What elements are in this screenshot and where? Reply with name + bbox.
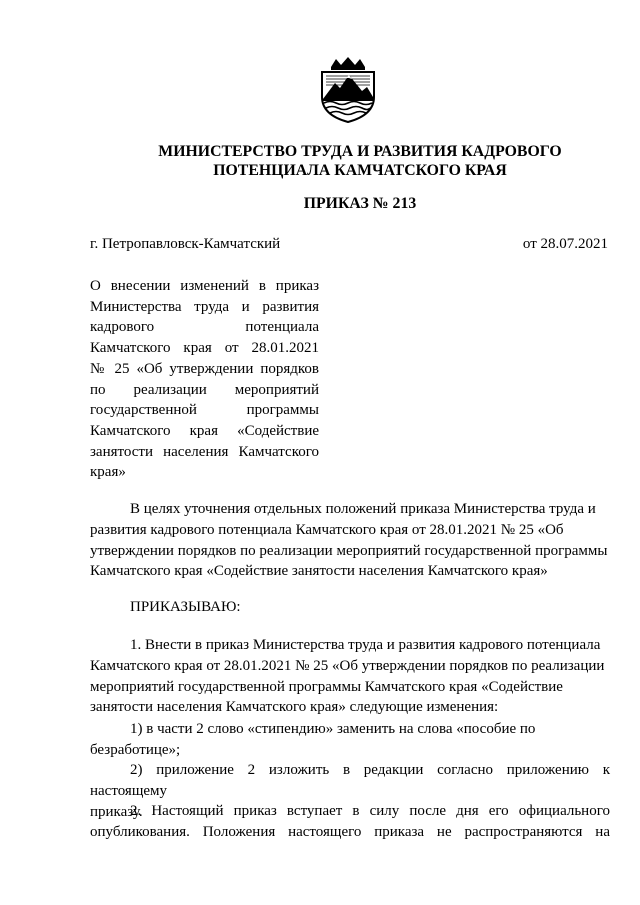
- subject-line: края»: [90, 464, 126, 481]
- ministry-name-line-1: МИНИСТЕРСТВО ТРУДА И РАЗВИТИЯ КАДРОВОГО: [158, 143, 562, 160]
- subject-line: № 25 «Об утверждении порядков: [90, 360, 319, 377]
- subject-line: по реализации мероприятий: [90, 381, 319, 398]
- subject-line: государственной программы: [90, 402, 319, 419]
- preamble-line: В целях уточнения отдельных положений приказа Министерства труда и: [130, 501, 596, 517]
- item-1-line: 1. Внести в приказ Министерства труда и развития кадрового потенциала: [130, 637, 601, 653]
- subject-line: кадрового потенциала: [90, 319, 319, 336]
- order-subject: [90, 276, 319, 483]
- subject-line: Камчатского края «Содействие: [90, 422, 319, 439]
- ministry-name: [100, 142, 620, 180]
- kamchatka-coat-of-arms-icon: [318, 57, 378, 123]
- order-date: от 28.07.2021: [522, 236, 608, 252]
- preamble-paragraph: [90, 499, 610, 582]
- item-2-paragraph: [90, 801, 610, 843]
- place-of-issue: г. Петропавловск-Камчатский: [90, 236, 281, 252]
- subitem-1-line: безработице»;: [90, 741, 181, 758]
- subitem-2-line: приказу.: [90, 803, 143, 820]
- subject-line: занятости населения Камчатского: [90, 443, 319, 460]
- subitem-2-line: 2) приложение 2 изложить в редакции согласно приложению к настоящему: [90, 762, 610, 799]
- order-title: ПРИКАЗ № 213: [303, 195, 417, 212]
- subitem-1-line: 1) в части 2 слово «стипендию» заменить на слова «пособие по: [130, 721, 536, 737]
- subject-line: О внесении изменений в приказ: [90, 278, 319, 294]
- order-word-paragraph: [90, 597, 610, 618]
- subitem-1-paragraph: [90, 719, 610, 761]
- item-1-line: занятости населения Камчатского края» следующие изменения:: [90, 699, 499, 716]
- order-word: ПРИКАЗЫВАЮ:: [130, 599, 241, 615]
- item-1-line: мероприятий государственной программы Камчатского края «Содействие: [90, 678, 563, 695]
- item-1-line: Камчатского края от 28.01.2021 № 25 «Об утверждении порядков по реализации: [90, 657, 605, 674]
- subject-line: Министерства труда и развития: [90, 298, 319, 315]
- preamble-line: развития кадрового потенциала Камчатского края от 28.01.2021 № 25 «Об: [90, 521, 564, 538]
- subject-line: Камчатского края от 28.01.2021: [90, 340, 319, 357]
- item-1-paragraph: [90, 635, 610, 718]
- ministry-name-line-2: ПОТЕНЦИАЛА КАМЧАТСКОГО КРАЯ: [213, 162, 507, 179]
- item-2-line: 2. Настоящий приказ вступает в силу после дня его официального: [130, 803, 610, 819]
- preamble-line: Камчатского края «Содействие занятости населения Камчатского края»: [90, 563, 548, 580]
- item-2-line: опубликования. Положения настоящего приказа не распространяются на: [90, 823, 610, 840]
- preamble-line: утверждении порядков по реализации мероприятий государственной программы: [90, 542, 608, 559]
